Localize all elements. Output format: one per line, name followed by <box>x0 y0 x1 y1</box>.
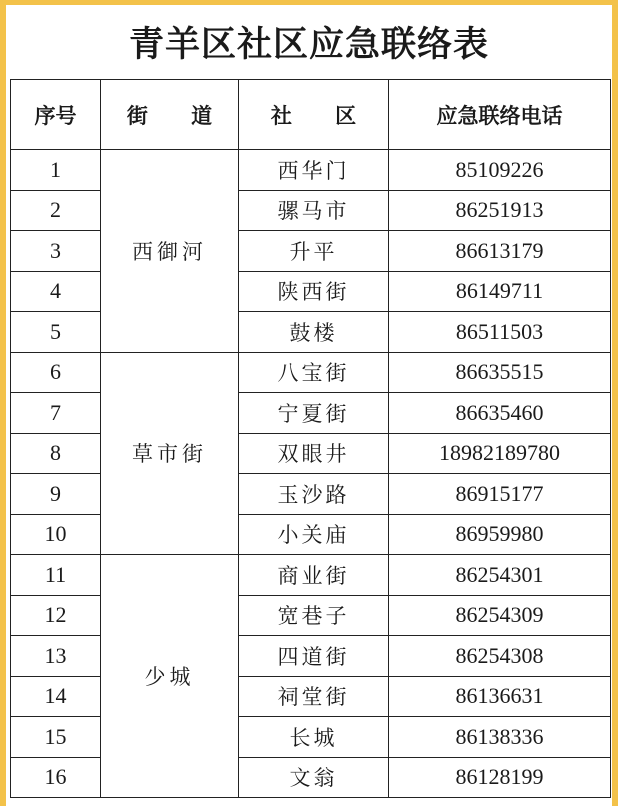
phone-cell: 86251913 <box>389 190 611 231</box>
street-cell: 草市街 <box>101 352 239 555</box>
phone-cell: 86149711 <box>389 271 611 312</box>
phone-cell: 86635515 <box>389 352 611 393</box>
community-cell: 升平 <box>239 231 389 272</box>
phone-cell: 86138336 <box>389 717 611 758</box>
row-index: 13 <box>11 636 101 677</box>
community-cell: 商业街 <box>239 555 389 596</box>
table-row <box>11 150 611 191</box>
row-index: 6 <box>11 352 101 393</box>
table-header-row <box>11 80 611 150</box>
phone-cell: 86254309 <box>389 595 611 636</box>
row-index: 8 <box>11 433 101 474</box>
phone-cell: 85109226 <box>389 150 611 191</box>
community-cell: 西华门 <box>239 150 389 191</box>
phone-cell: 86635460 <box>389 393 611 434</box>
community-cell: 祠堂街 <box>239 676 389 717</box>
row-index: 7 <box>11 393 101 434</box>
community-cell: 玉沙路 <box>239 474 389 515</box>
header-community: 社 区 <box>239 80 389 150</box>
phone-cell: 86959980 <box>389 514 611 555</box>
header-street: 街 道 <box>101 80 239 150</box>
row-index: 9 <box>11 474 101 515</box>
row-index: 12 <box>11 595 101 636</box>
community-cell: 双眼井 <box>239 433 389 474</box>
phone-cell: 86613179 <box>389 231 611 272</box>
phone-cell: 86511503 <box>389 312 611 353</box>
community-cell: 宽巷子 <box>239 595 389 636</box>
table-row <box>11 352 611 393</box>
community-cell: 小关庙 <box>239 514 389 555</box>
contact-table <box>10 79 611 798</box>
community-cell: 骡马市 <box>239 190 389 231</box>
phone-cell: 86128199 <box>389 757 611 798</box>
phone-cell: 86915177 <box>389 474 611 515</box>
phone-cell: 86136631 <box>389 676 611 717</box>
community-cell: 陕西街 <box>239 271 389 312</box>
community-cell: 宁夏街 <box>239 393 389 434</box>
page-title: 青羊区社区应急联络表 <box>128 25 489 65</box>
row-index: 15 <box>11 717 101 758</box>
community-cell: 八宝街 <box>239 352 389 393</box>
street-cell: 少城 <box>101 555 239 798</box>
row-index: 2 <box>11 190 101 231</box>
row-index: 11 <box>11 555 101 596</box>
community-cell: 长城 <box>239 717 389 758</box>
phone-cell: 18982189780 <box>389 433 611 474</box>
phone-cell: 86254301 <box>389 555 611 596</box>
row-index: 10 <box>11 514 101 555</box>
phone-cell: 86254308 <box>389 636 611 677</box>
row-index: 16 <box>11 757 101 798</box>
community-cell: 文翁 <box>239 757 389 798</box>
community-cell: 鼓楼 <box>239 312 389 353</box>
header-phone: 应急联络电话 <box>389 80 611 150</box>
row-index: 1 <box>11 150 101 191</box>
row-index: 14 <box>11 676 101 717</box>
row-index: 3 <box>11 231 101 272</box>
header-index: 序号 <box>11 80 101 150</box>
community-cell: 四道街 <box>239 636 389 677</box>
row-index: 5 <box>11 312 101 353</box>
row-index: 4 <box>11 271 101 312</box>
table-row <box>11 555 611 596</box>
street-cell: 西御河 <box>101 150 239 353</box>
